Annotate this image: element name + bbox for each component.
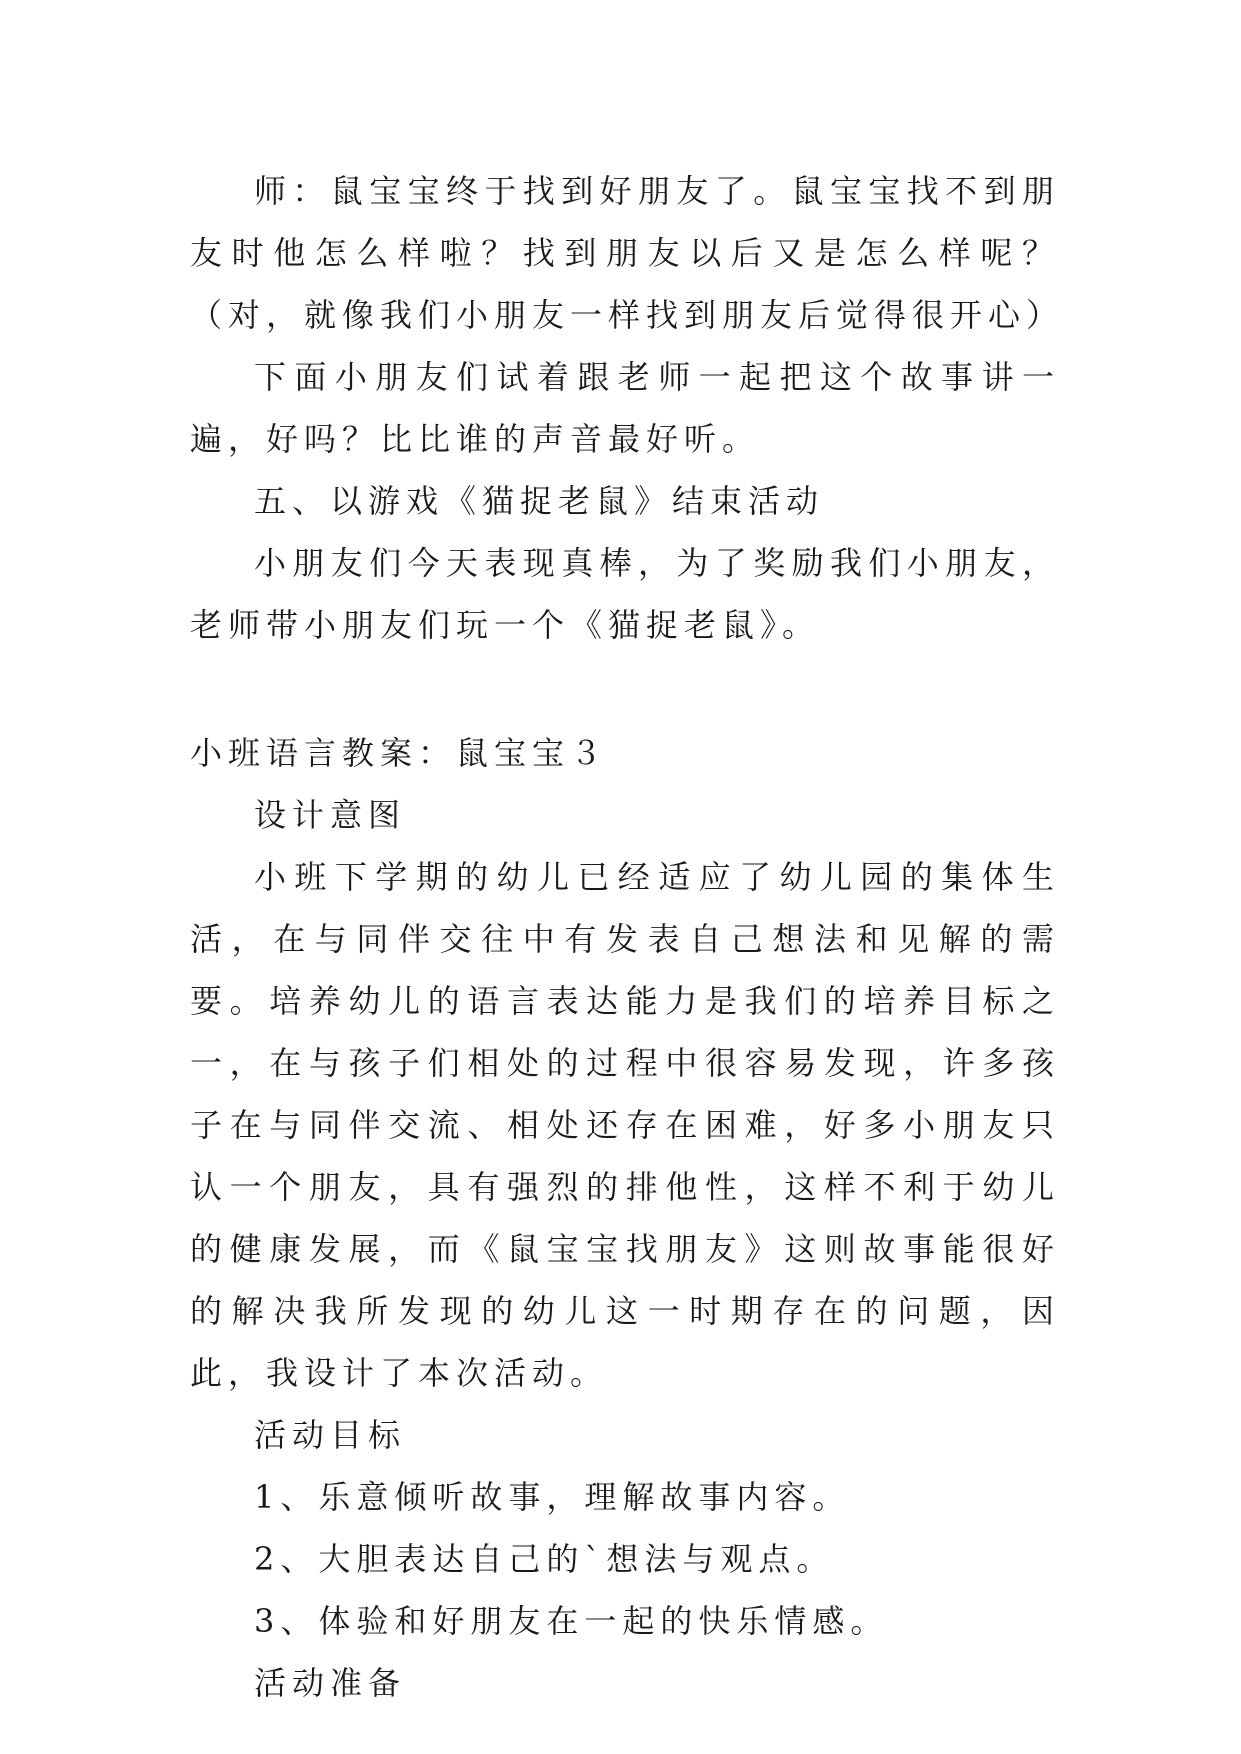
paragraph-design-intent: 小班下学期的幼儿已经适应了幼儿园的集体生活，在与同伴交往中有发表自己想法和见解的需要。培养幼儿的语言表达能力是我们的培养目标之一，在与孩子们相处的过程中很容易发现，许多孩子在与同伴交流、相处还存在困难，好多小朋友只认一个朋友，具有强烈的排他性，这样不利于幼儿的健康发展，而《鼠宝宝找朋友》这则故事能很好的解决我所发现的幼儿这一时期存在的问题，因此，我设计了本次活动。 — [190, 858, 1060, 1392]
heading-activity-preparation: 活动准备 — [254, 1664, 407, 1702]
heading-design-intent: 设计意图 — [254, 796, 407, 834]
paragraph-retell-story: 下面小朋友们试着跟老师一起把这个故事讲一遍，好吗？比比谁的声音最好听。 — [190, 358, 1060, 458]
goal-item-1: 1、乐意倾听故事，理解故事内容。 — [254, 1478, 851, 1516]
goal-item-2: 2、大胆表达自己的`想法与观点。 — [254, 1540, 835, 1578]
paragraph-reward-game: 小朋友们今天表现真棒，为了奖励我们小朋友，老师带小朋友们玩一个《猫捉老鼠》。 — [190, 544, 1060, 644]
section-title: 小班语言教案：鼠宝宝３ — [190, 734, 609, 772]
paragraph-teacher-dialogue: 师：鼠宝宝终于找到好朋友了。鼠宝宝找不到朋友时他怎么样啦？找到朋友以后又是怎么样呢？（对，就像我们小朋友一样找到朋友后觉得很开心） — [190, 172, 1065, 334]
heading-activity-goals: 活动目标 — [254, 1416, 407, 1454]
document-body — [190, 160, 1065, 1714]
goal-item-3: 3、体验和好朋友在一起的快乐情感。 — [254, 1602, 889, 1640]
paragraph-step-five: 五、以游戏《猫捉老鼠》结束活动 — [254, 482, 825, 520]
